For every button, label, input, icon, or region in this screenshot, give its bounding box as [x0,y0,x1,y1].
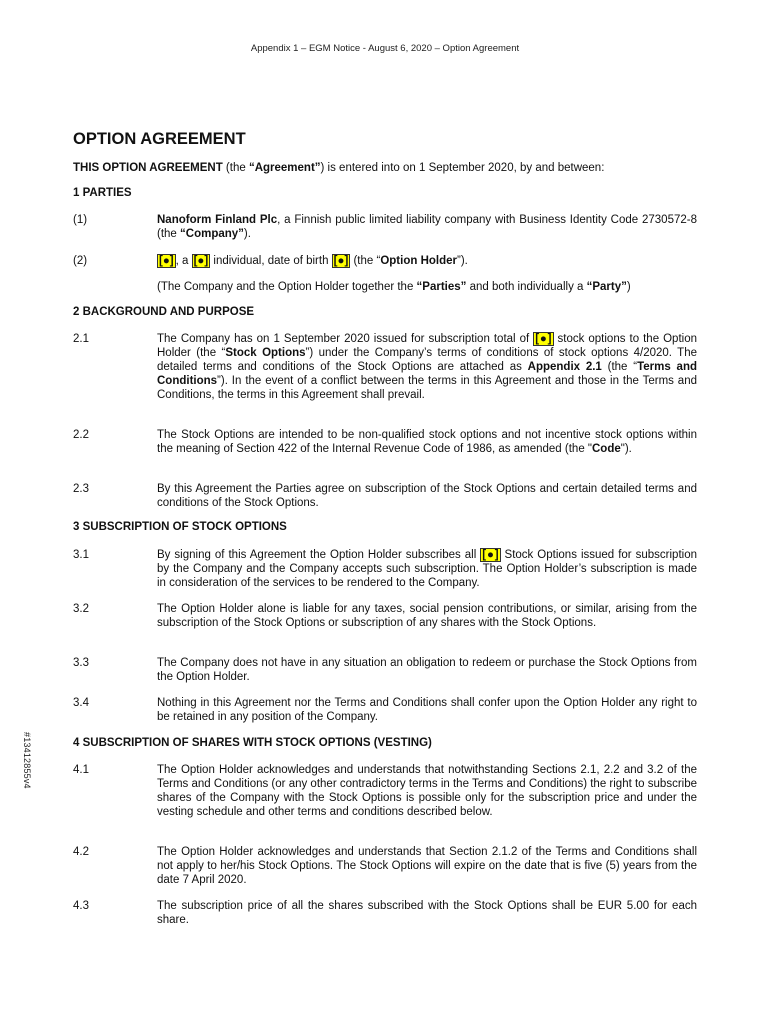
clause-3-4: Nothing in this Agreement nor the Terms and Conditions shall confer upon the Option Holder any right to be retained in any position of the Company. [157,697,697,723]
clause-text: (the “ [601,361,638,373]
clause-number: 3.4 [73,697,89,709]
clause-3-2: The Option Holder alone is liable for any taxes, social pension contributions, or similar, arising from the subscription of the Stock Options or subscription of any shares with the Stock Options. [157,603,697,629]
clause-number: 4.2 [73,846,89,858]
clause-number: 2.1 [73,333,89,345]
party-2-end: ”). [457,255,468,267]
party-2-paragraph [157,254,697,268]
section-heading-subscription: 3 SUBSCRIPTION OF STOCK OPTIONS [73,521,287,533]
party-2-text-b: individual, date of birth [210,255,332,267]
defined-term: Appendix 2.1 [527,361,602,373]
parties-term: “Parties” [416,281,467,293]
clause-text: "). [620,443,632,455]
clause-2-1 [157,332,697,402]
parties-text-b: and both individually a [466,281,587,293]
intro-text-b: ) is entered into on 1 September 2020, by and between: [320,162,605,174]
parties-text-a: (The Company and the Option Holder together the [157,281,417,293]
section-heading-parties: 1 PARTIES [73,187,132,199]
clause-text: ”). In the event of a conflict between the terms in this Agreement and those in the Terms and Conditions, the terms in this Agreement shall prevail. [157,375,697,401]
clause-number: (1) [73,214,88,226]
clause-number: 3.2 [73,603,89,615]
section-heading-vesting: 4 SUBSCRIPTION OF SHARES WITH STOCK OPTIONS (VESTING) [73,737,432,749]
clause-text: The Stock Options are intended to be non-qualified stock options and not incentive stock options within the meaning of Section 422 of the Internal Revenue Code of 1986, as amended (the " [157,429,697,455]
party-2-term: Option Holder [380,255,457,267]
intro-bold: THIS OPTION AGREEMENT [73,162,223,174]
clause-text: By signing of this Agreement the Option Holder subscribes all [157,549,481,561]
intro-paragraph [73,161,604,175]
placeholder-mark: [●] [333,255,349,267]
defined-term: Stock Options [225,347,306,359]
section-heading-background: 2 BACKGROUND AND PURPOSE [73,306,255,318]
intro-term: “Agreement” [248,162,321,174]
party-1-end: ). [243,228,251,240]
clause-number: 4.1 [73,764,89,776]
clause-number: 2.3 [73,483,89,495]
placeholder-mark: [●] [482,549,499,561]
company-name: Nanoform Finland Plc [157,214,278,226]
placeholder-mark: [●] [193,255,209,267]
intro-text-a: (the [222,162,249,174]
clause-number: (2) [73,255,88,267]
party-term: “Party” [586,281,627,293]
defined-term: Terms and Conditions [157,361,698,387]
document-title: OPTION AGREEMENT [73,130,246,148]
clause-4-2: The Option Holder acknowledges and understands that Section 2.1.2 of the Terms and Conditions shall not apply to her/his Stock Options. The Stock Options will expire on the date that is five (5) years from the date 7 April 2020. [157,846,697,886]
clause-text: stock options to the Option Holder (the “ [157,333,697,359]
parties-definition [157,280,697,294]
party-1-text: , a Finnish public limited liability company with Business Identity Code 2730572-8 (the [157,214,697,240]
clause-number: 4.3 [73,900,89,912]
placeholder-mark: [●] [535,333,552,345]
clause-text: ”) under the Company’s terms of conditions of stock options 4/2020. The detailed terms and conditions of the Stock Options are attached as [157,347,697,373]
clause-number: 3.1 [73,549,89,561]
clause-text: Stock Options issued for subscription by the Company and the Company accepts such subscription. The Option Holder’s subscription is made in consideration of the services to be rendered to the Company. [157,549,697,589]
party-2-text-a: , a [175,255,192,267]
clause-number: 2.2 [73,429,89,441]
clause-4-3: The subscription price of all the shares subscribed with the Stock Options shall be EUR 5.00 for each share. [157,900,697,926]
defined-term: Code [592,443,621,455]
clause-3-1 [157,548,697,590]
page-header: Appendix 1 – EGM Notice - August 6, 2020 – Option Agreement [250,43,520,54]
party-2-text-c: (the “ [350,255,381,267]
clause-4-1: The Option Holder acknowledges and understands that notwithstanding Sections 2.1, 2.2 and 3.2 of the Terms and Conditions (or any other contradictory terms in the Terms and Conditions) the right to subscribe shares of the Company with the Stock Options is possible only for the subscription price and under the vesting schedule and other terms and conditions described below. [157,764,697,818]
clause-text: The Company has on 1 September 2020 issued for subscription total of [157,333,534,345]
document-reference: #13412855v4 [22,732,32,789]
parties-end: ) [626,281,631,293]
party-1-term: “Company” [180,228,244,240]
clause-2-3: By this Agreement the Parties agree on subscription of the Stock Options and certain detailed terms and conditions of the Stock Options. [157,483,697,509]
party-1-paragraph [157,213,697,241]
clause-number: 3.3 [73,657,89,669]
clause-3-3: The Company does not have in any situation an obligation to redeem or purchase the Stock Options from the Option Holder. [157,657,697,683]
clause-2-2 [157,428,697,456]
placeholder-mark: [●] [159,255,174,267]
